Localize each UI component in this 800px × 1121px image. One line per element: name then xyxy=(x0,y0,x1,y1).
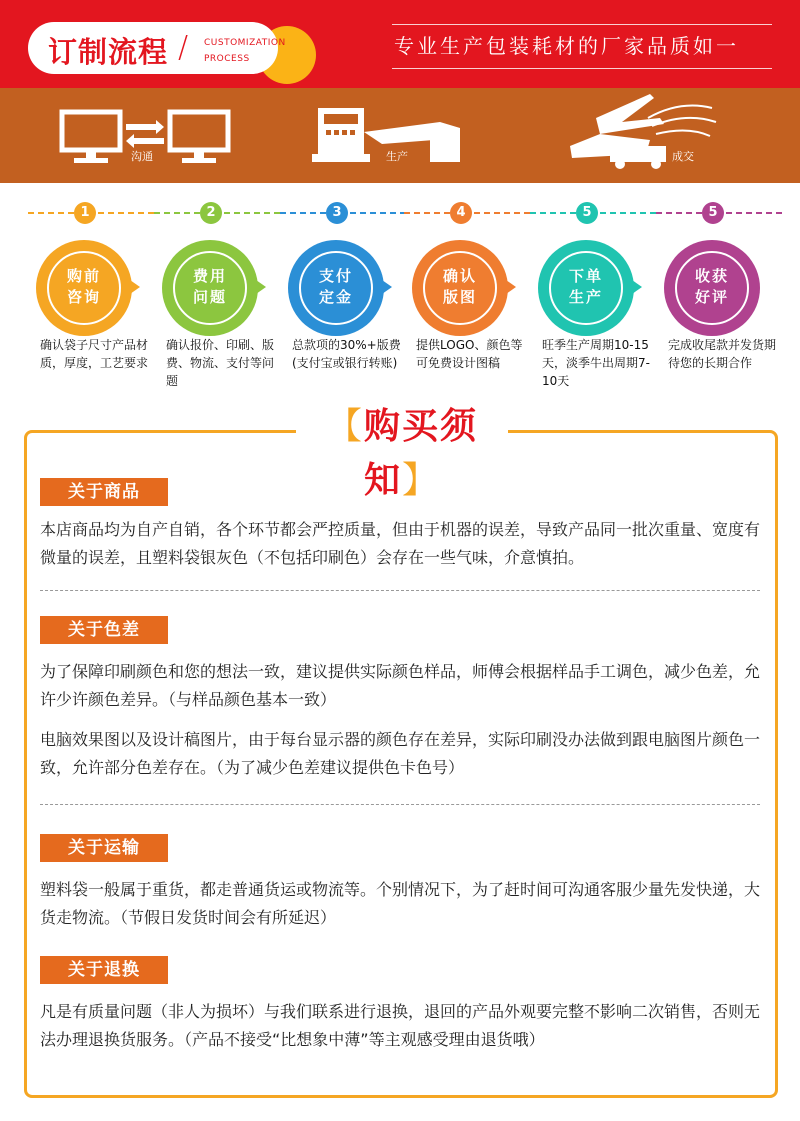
notice-title-text: 购买须知 xyxy=(363,406,479,501)
step-card xyxy=(656,196,782,396)
step-arrow xyxy=(506,280,516,294)
step-circle xyxy=(288,240,384,336)
step-arrow xyxy=(632,280,642,294)
slogan-top-line xyxy=(392,24,772,25)
step-card xyxy=(280,196,406,396)
step-arrow xyxy=(130,280,140,294)
slogan: 专业生产包装耗材的厂家品质如一 xyxy=(394,34,739,58)
step-title-line1: 费用 xyxy=(192,267,227,285)
header-bar xyxy=(0,0,800,88)
dashed-separator xyxy=(40,590,760,591)
step-circle xyxy=(36,240,132,336)
dashed-separator xyxy=(40,804,760,805)
step-number: 5 xyxy=(576,202,598,224)
step-title-line1: 收获 xyxy=(694,267,729,285)
step-card xyxy=(404,196,530,396)
step-number: 2 xyxy=(200,202,222,224)
step-arrow xyxy=(382,280,392,294)
band-label-communicate: 沟通 xyxy=(131,150,153,163)
step-description: 确认袋子尺寸产品材质，厚度，工艺要求 xyxy=(40,338,149,370)
section-paragraph: 凡是有质量问题（非人为损坏）与我们联系进行退换，退回的产品外观要完整不影响二次销售，否则无法办理退换货服务。（产品不接受“比想象中薄”等主观感受理由退货哦） xyxy=(40,1002,761,1049)
section-label-shipping: 关于运输 xyxy=(40,834,168,862)
section-label-return: 关于退换 xyxy=(40,956,168,984)
title-bracket-left: 【 xyxy=(325,406,364,447)
step-title-line2: 好评 xyxy=(694,288,729,306)
logistics-transport-icon xyxy=(570,94,666,169)
step-circle xyxy=(162,240,258,336)
step-circle xyxy=(538,240,634,336)
notice-title xyxy=(296,400,508,501)
step-card xyxy=(154,196,280,396)
step-title-line1: 确认 xyxy=(442,267,477,285)
step-card xyxy=(28,196,154,396)
step-title-line2: 问题 xyxy=(192,288,227,306)
step-title-line1: 支付 xyxy=(318,267,353,285)
step-title-line2: 咨询 xyxy=(66,288,101,306)
section-paragraph: 为了保障印刷颜色和您的想法一致，建议提供实际颜色样品，师傅会根据样品手工调色，减少色差，允许少许颜色差异。（与样品颜色基本一致） xyxy=(40,662,761,709)
step-title-line2: 定金 xyxy=(318,288,353,306)
step-card xyxy=(530,196,656,396)
title-english-line1: CUSTOMIZATION xyxy=(204,38,286,48)
step-title-line2: 版图 xyxy=(442,288,477,306)
section-paragraph: 本店商品均为自产自销，各个环节都会严控质量，但由于机器的误差，导致产品同一批次重量、宽度有微量的误差，且塑料袋银灰色（不包括印刷色）会存在一些气味，介意慎拍。 xyxy=(40,520,761,567)
title-slash-divider: / xyxy=(178,30,189,65)
step-arrow xyxy=(256,280,266,294)
step-title-line2: 生产 xyxy=(568,288,603,306)
section-label-color: 关于色差 xyxy=(40,616,168,644)
title-bracket-right: 】 xyxy=(402,460,441,501)
section-label-product: 关于商品 xyxy=(40,478,168,506)
band-label-produce: 生产 xyxy=(386,150,408,163)
page-title: 订制流程 xyxy=(48,35,169,69)
slogan-bottom-line xyxy=(392,68,772,69)
step-circle xyxy=(412,240,508,336)
step-number: 4 xyxy=(450,202,472,224)
section-paragraph: 塑料袋一般属于重货，都走普通货运或物流等。个别情况下，为了赶时间可沟通客服少量先发快递，大货走物流。（节假日发货时间会有所延迟） xyxy=(40,880,761,927)
process-band xyxy=(0,88,800,183)
band-label-deal: 成交 xyxy=(672,150,694,163)
step-description: 总款项的30%+版费(支付宝或银行转账) xyxy=(292,338,401,370)
step-number: 5 xyxy=(702,202,724,224)
step-title-line1: 下单 xyxy=(568,267,603,285)
title-english xyxy=(204,35,286,67)
section-paragraph: 电脑效果图以及设计稿图片，由于每台显示器的颜色存在差异，实际印刷没办法做到跟电脑图片颜色一致，允许部分色差存在。（为了减少色差建议提供色卡色号） xyxy=(40,730,761,777)
step-circle xyxy=(664,240,760,336)
exchange-arrows-icon xyxy=(126,120,164,134)
step-number: 3 xyxy=(326,202,348,224)
monitor-icon xyxy=(62,112,228,150)
step-description: 完成收尾款并发货期待您的长期合作 xyxy=(668,338,777,370)
title-pill xyxy=(28,22,286,74)
step-number: 1 xyxy=(74,202,96,224)
step-description: 旺季生产周期10-15天，淡季牛出周期7-10天 xyxy=(542,338,650,388)
step-title-line1: 购前 xyxy=(66,267,101,285)
step-description: 确认报价、印刷、版费、物流、支付等问题 xyxy=(166,338,275,388)
title-english-line2: PROCESS xyxy=(204,54,250,64)
step-description: 提供LOGO、颜色等可免费设计图稿 xyxy=(416,338,523,370)
